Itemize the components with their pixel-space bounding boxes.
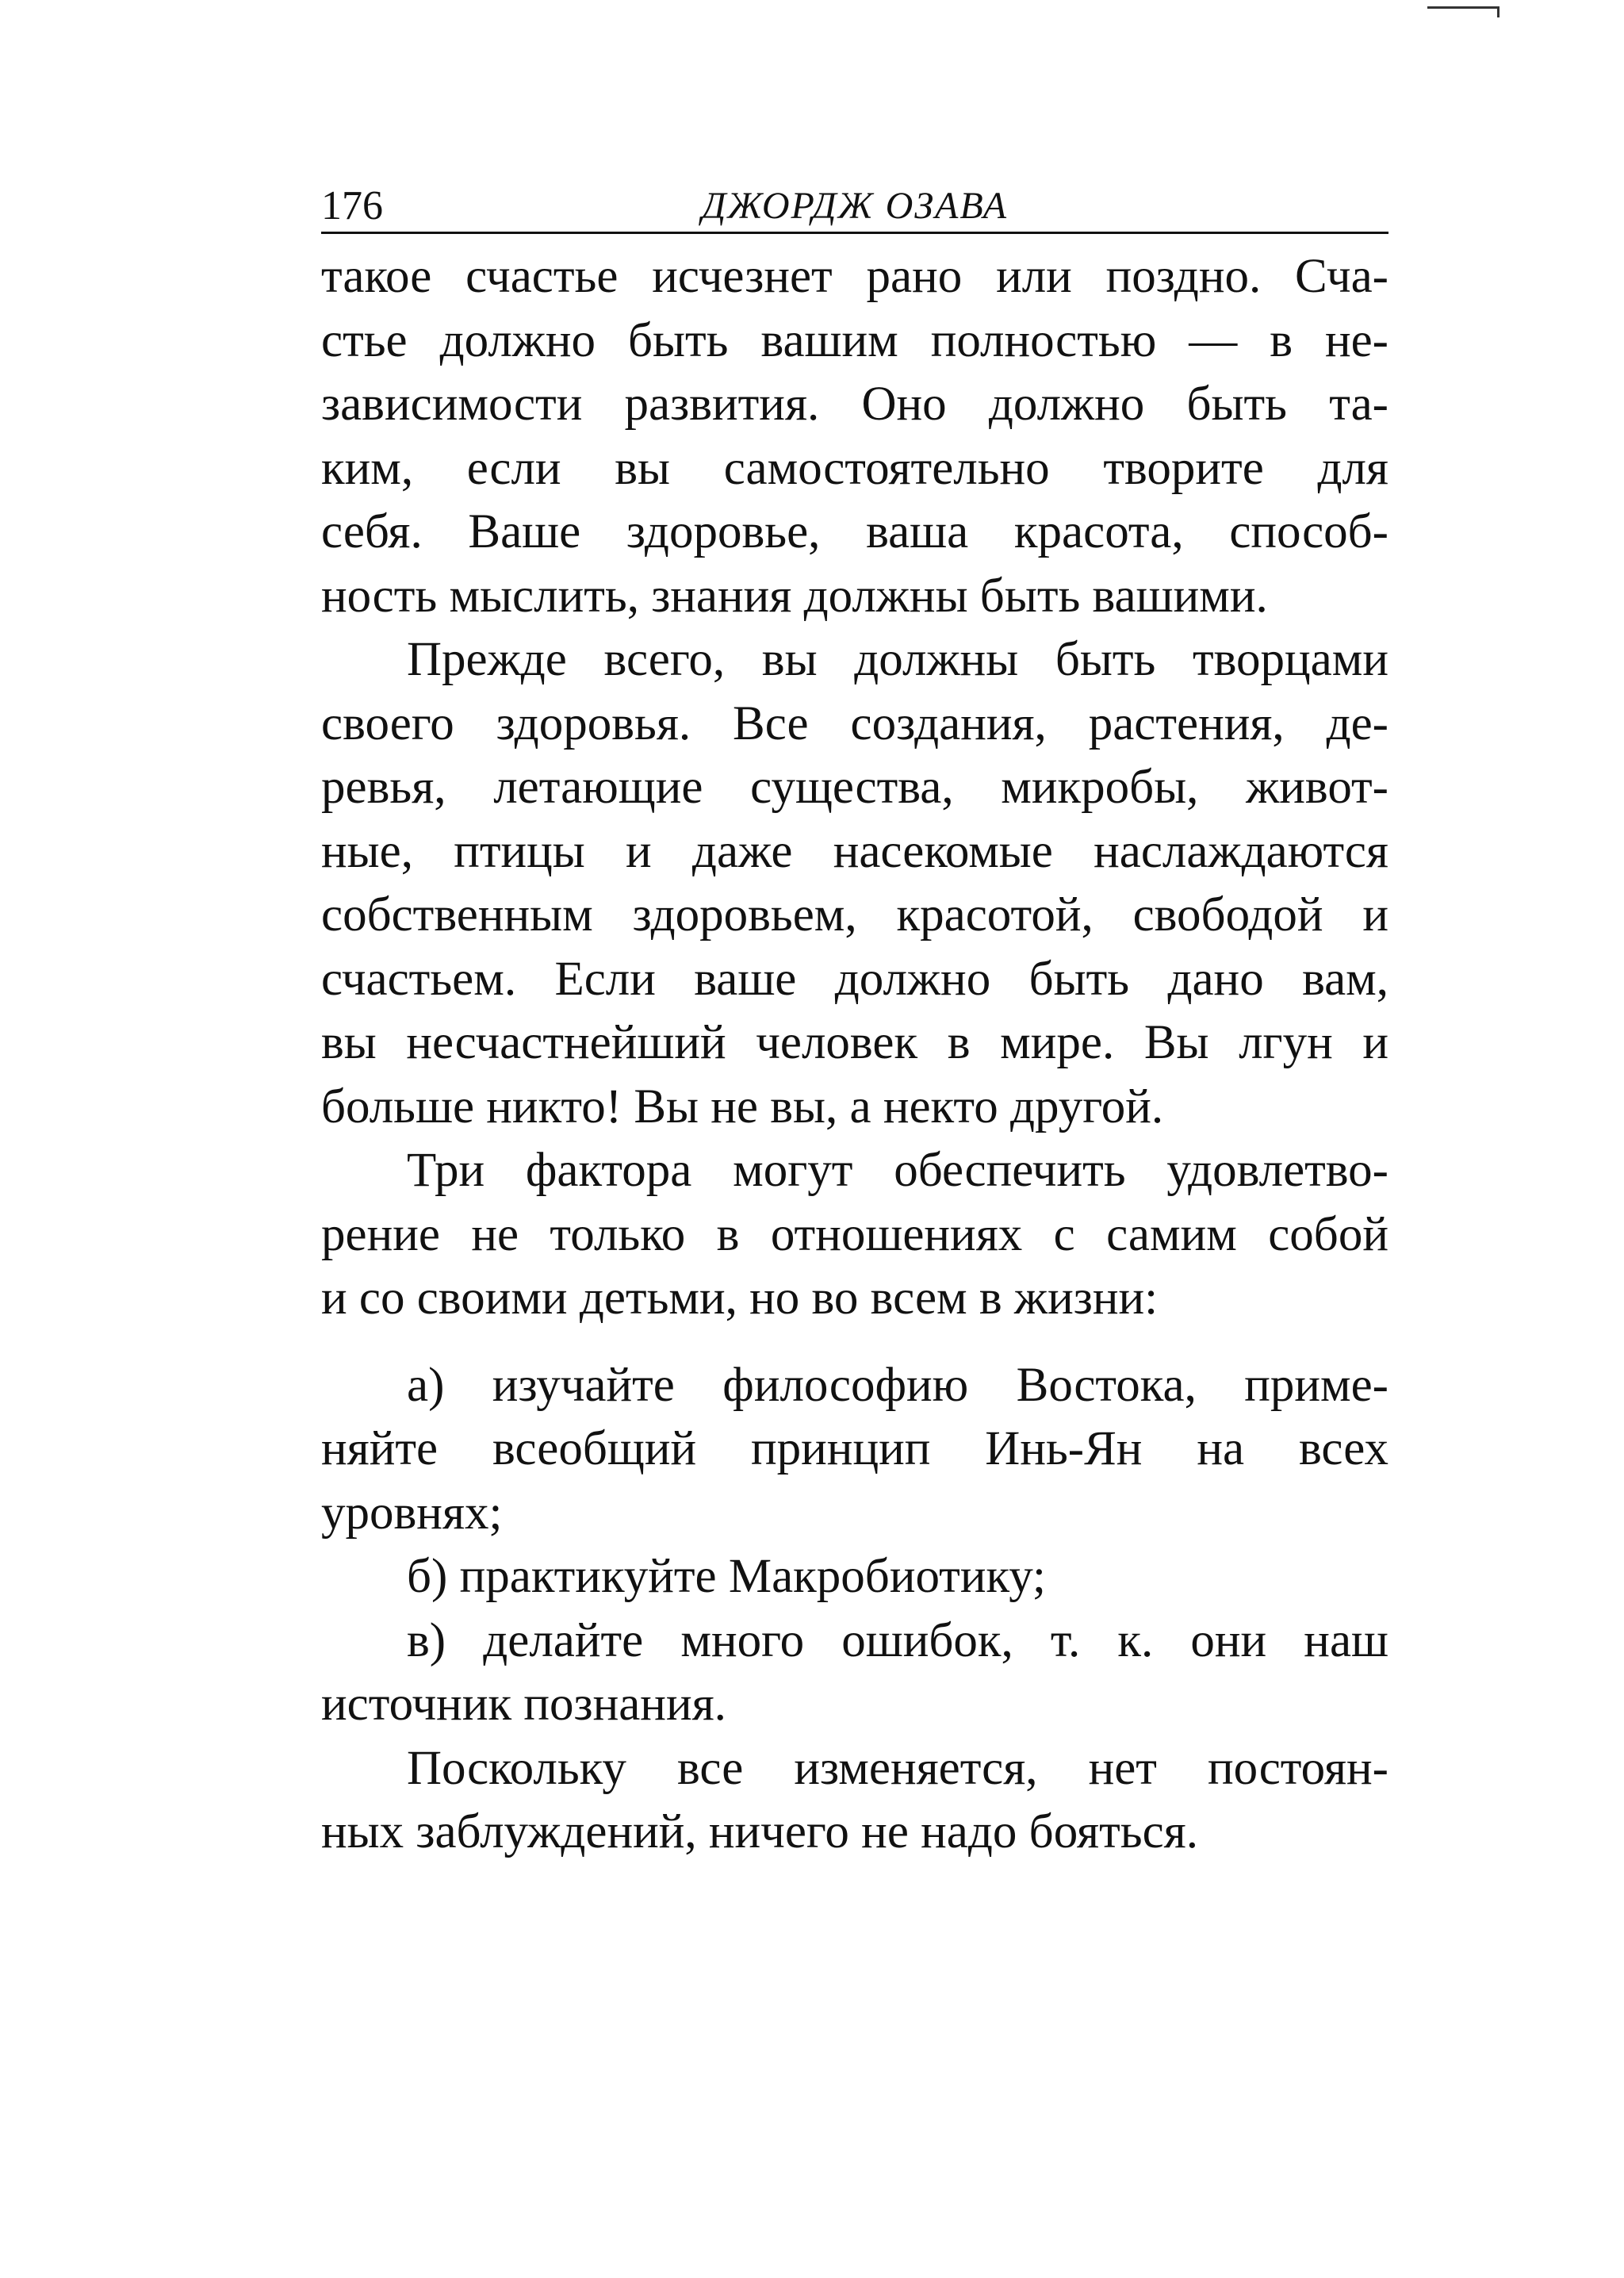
text-line: собственным здоровьем, красотой, свободой и (321, 888, 1388, 941)
text-line: Поскольку все изменяется, нет постоян- (407, 1741, 1388, 1795)
text-line: а) изучайте философию Востока, приме- (407, 1358, 1388, 1412)
scan-corner-mark-tick (1497, 6, 1500, 17)
running-head (321, 176, 1388, 234)
running-title: ДЖОРДЖ ОЗАВА (701, 185, 1009, 227)
factor-list (321, 1354, 1388, 1737)
list-item-b (321, 1545, 1388, 1609)
text-line: рение не только в отношениях с самим собой (321, 1207, 1388, 1261)
scan-corner-mark (1427, 6, 1499, 9)
paragraph-3 (321, 1139, 1388, 1331)
text-line: своего здоровья. Все создания, растения, де- (321, 696, 1388, 750)
text-line: такое счастье исчезнет рано или поздно. Сча- (321, 250, 1388, 303)
text-line: Прежде всего, вы должны быть творцами (407, 633, 1388, 686)
text-line: вы несчастнейший человек в мире. Вы лгун и (321, 1016, 1388, 1069)
body-text (321, 245, 1388, 1865)
paragraph-2 (321, 628, 1388, 1139)
text-line: ким, если вы самостоятельно творите для (321, 441, 1388, 495)
text-line: б) практикуйте Макробиотику; (407, 1550, 1046, 1603)
text-line: ных заблуждений, ничего не надо бояться. (321, 1805, 1198, 1858)
text-line: ревья, летающие существа, микробы, живот- (321, 761, 1388, 814)
paragraph-1 (321, 245, 1388, 628)
text-line: Три фактора могут обеспечить удовлетво- (407, 1144, 1388, 1197)
text-line: зависимости развития. Оно должно быть та- (321, 378, 1388, 431)
list-item-c (321, 1609, 1388, 1737)
text-line: себя. Ваше здоровье, ваша красота, способ- (321, 505, 1388, 558)
closing-paragraph (321, 1737, 1388, 1865)
text-line: уровнях; (321, 1486, 503, 1540)
text-line: стье должно быть вашим полностью — в не- (321, 313, 1388, 367)
text-line: няйте всеобщий принцип Инь-Ян на всех (321, 1422, 1388, 1475)
book-page (321, 176, 1388, 1865)
list-item-a (321, 1354, 1388, 1546)
text-line: больше никто! Вы не вы, а некто другой. (321, 1080, 1164, 1133)
page-number: 176 (321, 183, 383, 228)
text-line: ные, птицы и даже насекомые наслаждаются (321, 824, 1388, 878)
text-line: и со своими детьми, но во всем в жизни: (321, 1271, 1159, 1325)
text-line: счастьем. Если ваше должно быть дано вам, (321, 952, 1388, 1006)
text-line: в) делайте много ошибок, т. к. они наш (407, 1613, 1388, 1667)
text-line: источник познания. (321, 1678, 726, 1731)
text-line: ность мыслить, знания должны быть вашими. (321, 569, 1268, 623)
